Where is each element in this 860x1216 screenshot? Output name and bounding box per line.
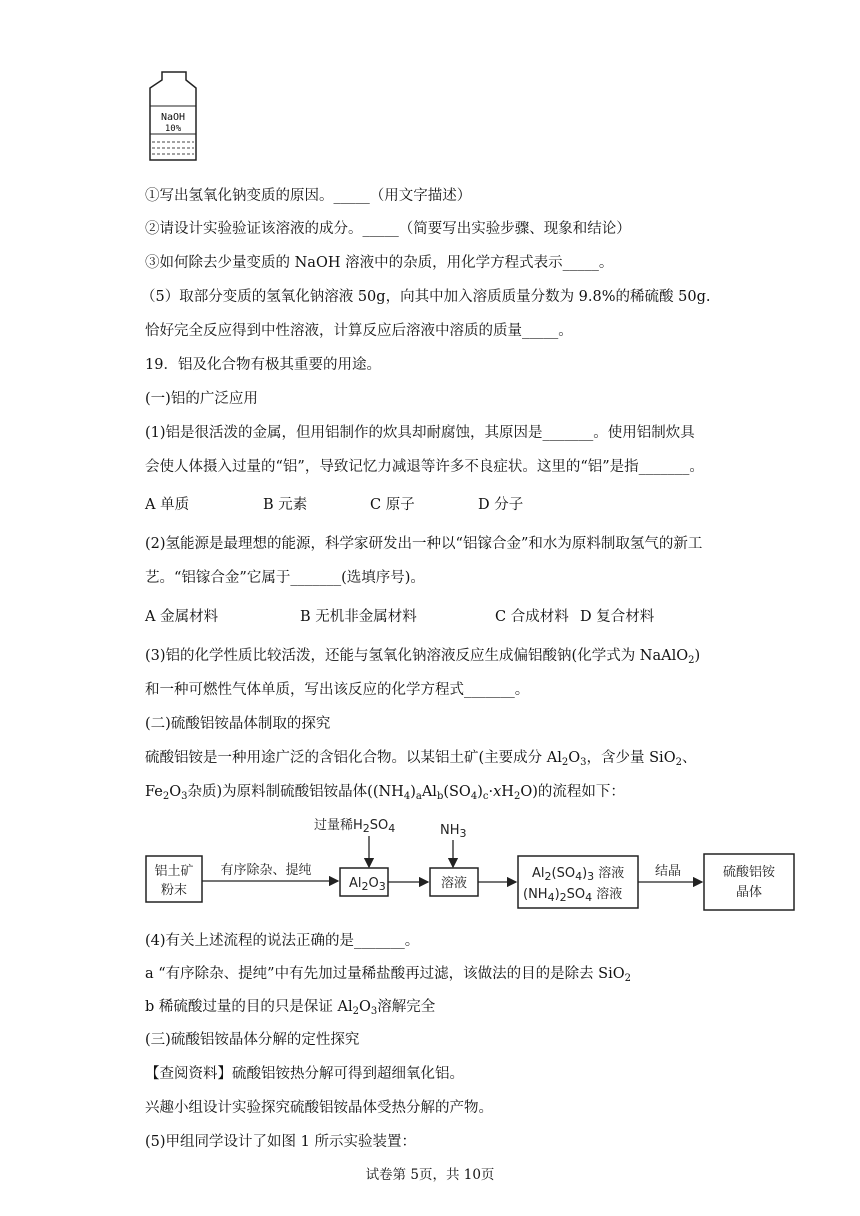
question-line: 恰好完全反应得到中性溶液，计算反应后溶液中溶质的质量_____。 (145, 323, 573, 339)
page-footer: 试卷第 5页，共 10页 (365, 1167, 495, 1183)
flow-box-raw-material-line2: 粉末 (160, 883, 188, 898)
flow-reagent-ammonia: $NH_3$ (440, 823, 467, 840)
flow-box-crystal (704, 854, 794, 910)
question-line: (2)氢能源是最理想的能源，科学家研发出一种以“铝镓合金”和水为原料制取氢气的新工 (145, 536, 703, 552)
question-line: a “有序除杂、提纯”中有先加过量稀盐酸再过滤，该做法的目的是除去 SiO$_2$ (145, 966, 632, 984)
question-line: (4)有关上述流程的说法正确的是_______。 (145, 933, 420, 949)
flow-box-raw-material-line1: 铝土矿 (154, 864, 194, 879)
bottle-label-naoh: NaOH (160, 112, 186, 123)
question-line: 兴趣小组设计实验探究硫酸铝铵晶体受热分解的产物。 (145, 1100, 493, 1116)
question-line: ③如何除去少量变质的 NaOH 溶液中的杂质，用化学方程式表示_____。 (145, 255, 614, 271)
question-line: (3)铝的化学性质比较活泼，还能与氢氧化钠溶液反应生成偏铝酸钠(化学式为 NaAlO$_2$) (145, 648, 701, 666)
question-line: ②请设计实验验证该溶液的成分。_____（简要写出实验步骤、现象和结论） (145, 221, 631, 237)
option-item: A 单质 (145, 497, 190, 513)
question-line: 艺。“铝镓合金”它属于_______(选填序号)。 (145, 570, 425, 586)
process-flow-diagram (140, 812, 830, 916)
flow-box-alumina-label: $Al_2O_3$ (349, 876, 386, 893)
flow-box-crystal-line1: 硫酸铝铵 (722, 865, 776, 880)
question-line: (1)铝是很活泼的金属，但用铝制作的炊具却耐腐蚀，其原因是_______。使用铝制炊具 (145, 425, 695, 441)
question-line: (5)甲组同学设计了如图 1 所示实验装置： (145, 1134, 416, 1150)
naoh-bottle-diagram (148, 70, 200, 162)
option-item: D 复合材料 (580, 609, 655, 625)
flow-box-crystal-line2: 晶体 (735, 885, 763, 900)
option-item: C 合成材料 (495, 609, 569, 625)
section-heading: (二)硫酸铝铵晶体制取的探究 (145, 716, 331, 732)
question-line: 会使人体摄入过量的“铝”，导致记忆力减退等许多不良症状。这里的“铝”是指_______。 (145, 459, 704, 475)
option-item: B 无机非金属材料 (300, 609, 417, 625)
question-line: （5）取部分变质的氢氧化钠溶液 50g，向其中加入溶质质量分数为 9.8%的稀硫酸 50g. (141, 289, 711, 305)
option-item: C 原子 (370, 497, 415, 513)
question-line: 【查阅资料】硫酸铝铵热分解可得到超细氧化铝。 (145, 1066, 464, 1082)
flow-arrow-label-purify: 有序除杂、提纯 (220, 863, 312, 878)
question-title: 19．铝及化合物有极其重要的用途。 (145, 357, 381, 373)
question-line: ①写出氢氧化钠变质的原因。_____（用文字描述） (145, 188, 472, 204)
flow-box-mixed-line1: $Al_2(SO_4)_3$ 溶液 (532, 866, 625, 883)
question-line: b 稀硫酸过量的目的只是保证 $Al_2O_3$溶解完全 (145, 999, 436, 1017)
option-item: B 元素 (263, 497, 308, 513)
flow-arrow-label-crystallize: 结晶 (654, 864, 682, 879)
question-line: $Fe_2O_3$杂质)为原料制硫酸铝铵晶体$((NH_4)_aAl_b(SO_4)_c\cdot xH_2O)$的流程如下： (145, 784, 625, 802)
flow-box-mixed-line2: $(NH_4)_2SO_4$ 溶液 (523, 887, 623, 904)
section-heading: (三)硫酸铝铵晶体分解的定性探究 (145, 1032, 360, 1048)
question-line: 和一种可燃性气体单质，写出该反应的化学方程式_______。 (145, 682, 530, 698)
flow-box-solution-label: 溶液 (440, 876, 468, 891)
option-item: A 金属材料 (145, 609, 219, 625)
flow-reagent-sulfuric-acid: 过量稀$H_2SO_4$ (314, 818, 396, 835)
question-line: 硫酸铝铵是一种用途广泛的含铝化合物。以某铝土矿(主要成分 $Al_2O_3$，含少量 SiO$_2$、 (145, 750, 697, 768)
section-heading: (一)铝的广泛应用 (145, 391, 258, 407)
bottle-label-percent: 10% (164, 124, 182, 134)
option-item: D 分子 (478, 497, 524, 513)
